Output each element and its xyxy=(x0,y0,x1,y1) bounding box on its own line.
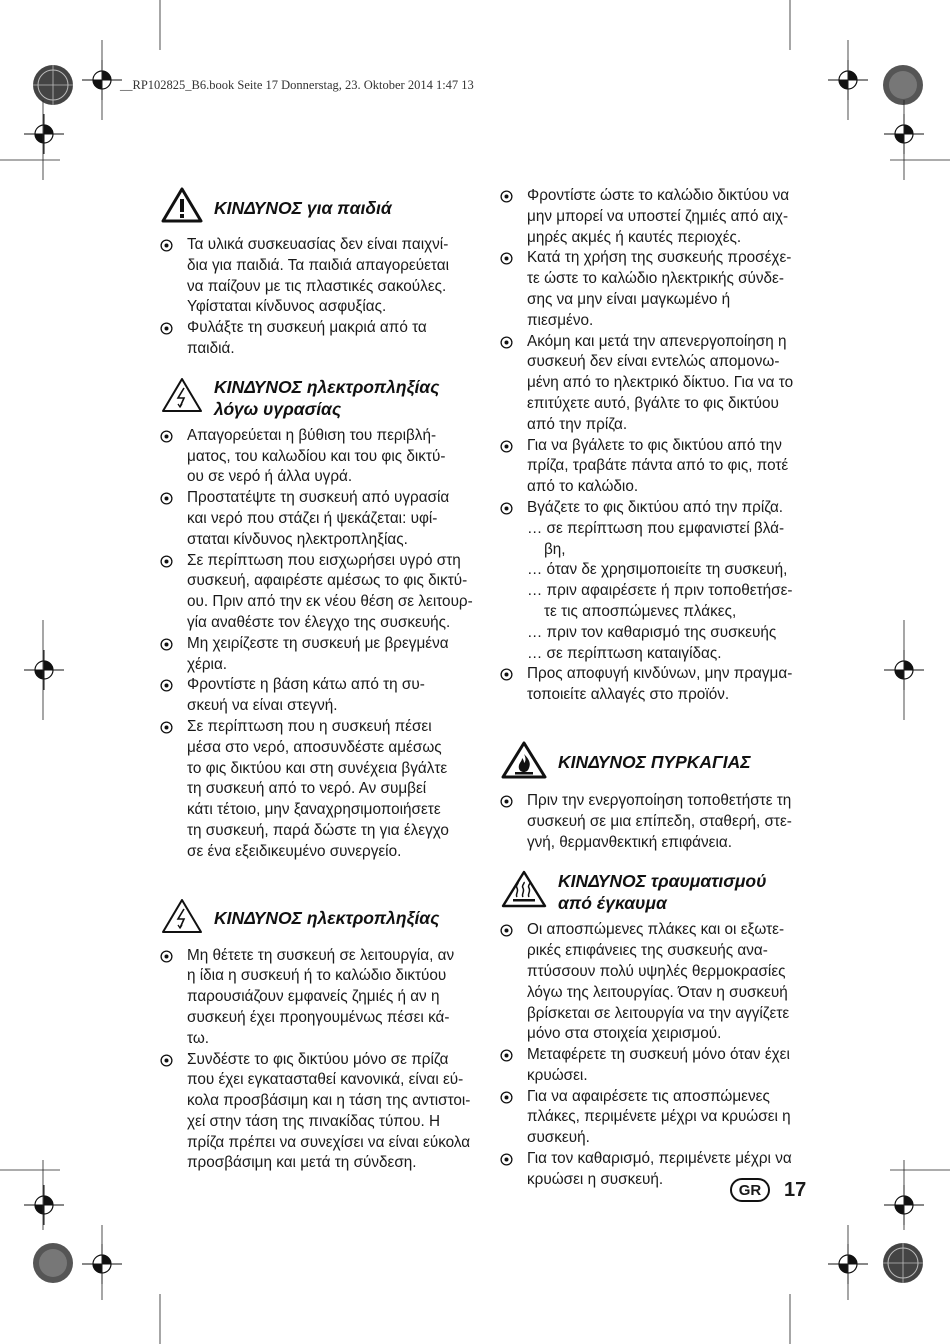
text-line: Τα υλικά συσκευασίας δεν είναι παιχνί- xyxy=(187,236,449,253)
list-item xyxy=(500,920,830,1045)
moisture-shock-heading xyxy=(160,376,482,420)
text-line: Συνδέστε το φις δικτύου μόνο σε πρίζα xyxy=(187,1050,449,1068)
text-line: να παίζουν με τις πλαστικές σακούλες. xyxy=(187,277,447,295)
electric-shock-list xyxy=(160,946,482,1175)
text-line: Προς αποφυγή κινδύνων, μην πραγμα- xyxy=(527,665,793,683)
section-title-line-2: λόγω υγρασίας xyxy=(214,398,342,419)
text-line: συσκευή δεν είναι εντελώς απομονω- xyxy=(527,353,780,371)
text-line: Σε περίπτωση που η συσκευή πέσει xyxy=(187,717,432,735)
text-line: παρουσιάζουν εμφανείς ζημιές ή αν η xyxy=(187,988,440,1006)
bullet-icon xyxy=(500,252,513,265)
text-line: από την πρίζα. xyxy=(527,415,628,433)
cord-safety-list xyxy=(500,186,830,519)
text-line: Φυλάξτε τη συσκευή μακριά από τα xyxy=(187,319,427,337)
bullet-icon xyxy=(500,924,513,937)
text-line: Ακόμη και μετά την απενεργοποίηση η xyxy=(527,332,787,350)
text-line: ματος, του καλωδίου και του φις δικτύ- xyxy=(187,447,446,465)
text-line: … πριν τον καθαρισμό της συσκευής xyxy=(527,623,777,641)
text-line: … πριν αφαιρέσετε ή πριν τοποθετήσε- xyxy=(527,582,793,600)
bullet-icon xyxy=(500,190,513,203)
electric-shock-icon xyxy=(160,897,204,940)
text-line: τε ώστε το καλώδιο ηλεκτρικής σύνδε- xyxy=(527,270,784,288)
child-danger-list xyxy=(160,235,482,360)
text-line: μηρές ακμές ή καυτές περιοχές. xyxy=(527,228,742,246)
text-line: πλάκες, περιμένετε μέχρι να κρυώσει η xyxy=(527,1108,791,1126)
text-line: τοποιείτε αλλαγές στο προϊόν. xyxy=(527,686,730,704)
list-item xyxy=(500,1045,830,1087)
left-column xyxy=(160,186,482,1174)
text-line: λόγω της λειτουργίας. Όταν η συσκευή xyxy=(527,983,788,1001)
text-line: πρίζα πρέπει να συνεχίσει να είναι εύκολα xyxy=(187,1133,471,1151)
fire-danger-list xyxy=(500,791,830,853)
text-line: μένη από το ηλεκτρικό δίκτυο. Για να το xyxy=(527,374,794,392)
text-line: από το καλώδιο. xyxy=(527,478,639,496)
sub-list-item xyxy=(500,623,830,644)
list-item xyxy=(500,332,830,436)
section-title-line-1: ΚΙΝΔΥΝΟΣ τραυματισμού xyxy=(558,870,767,891)
text-line: συσκευή. xyxy=(527,1129,590,1147)
text-line: συσκευή, αφαιρέστε αμέσως το φις δικτύ- xyxy=(187,572,468,590)
list-item xyxy=(500,498,830,519)
section-title-line-1: ΚΙΝΔΥΝΟΣ ηλεκτροπληξίας xyxy=(214,376,440,397)
list-item xyxy=(160,634,482,676)
text-line: βη, xyxy=(544,540,566,558)
bullet-icon xyxy=(160,638,173,651)
sub-list-item xyxy=(500,644,830,665)
text-line: Σε περίπτωση που εισχωρήσει υγρό στη xyxy=(187,551,461,569)
text-line: κολα προσβάσιμη και η τάση της αντιστοι- xyxy=(187,1092,471,1110)
fire-warning-icon xyxy=(500,740,548,785)
section-title: ΚΙΝΔΥΝΟΣ για παιδιά xyxy=(214,197,392,218)
bullet-icon xyxy=(500,440,513,453)
text-line: γνή, θερμανθεκτική επιφάνεια. xyxy=(527,833,732,851)
text-line: μόνο στα στοιχεία χειρισμού. xyxy=(527,1025,722,1043)
text-line: επιτύχετε αυτό, βγάλτε το φις δικτύου xyxy=(527,394,779,412)
text-line: Κατά τη χρήση της συσκευής προσέχε- xyxy=(527,249,792,267)
text-line: … σε περίπτωση καταιγίδας. xyxy=(527,644,722,662)
text-line: Για να βγάλετε το φις δικτύου από την xyxy=(527,436,782,454)
text-line: τε τις αποσπώμενες πλάκες, xyxy=(544,602,737,620)
burn-danger-heading xyxy=(500,869,830,914)
bullet-icon xyxy=(160,950,173,963)
burn-danger-list xyxy=(500,920,830,1190)
bullet-icon xyxy=(500,336,513,349)
electric-shock-icon xyxy=(160,376,204,419)
text-line: παιδιά. xyxy=(187,339,235,357)
text-line: Βγάζετε το φις δικτύου από την πρίζα. xyxy=(527,498,784,516)
text-line: πιεσμένο. xyxy=(527,311,594,329)
bullet-icon xyxy=(500,668,513,681)
no-modifications-item xyxy=(500,664,830,706)
bullet-icon xyxy=(160,555,173,568)
list-item xyxy=(160,318,482,360)
text-line: το φις δικτύου και στη συνέχεια βγάλτε xyxy=(187,759,448,777)
page-footer xyxy=(730,1178,806,1202)
print-file-info: __RP102825_B6.book Seite 17 Donnerstag, 23. Oktober 2014 1:47 13 xyxy=(120,78,474,92)
text-line: Για να αφαιρέσετε τις αποσπώμενες xyxy=(527,1087,770,1105)
right-column xyxy=(500,186,830,1191)
text-line: που έχει εγκατασταθεί κανονικά, είναι εύ- xyxy=(187,1071,464,1089)
list-item xyxy=(160,1050,482,1175)
text-line: πτύσσουν πολύ υψηλές θερμοκρασίες xyxy=(527,962,786,980)
text-line: Μη χειρίζεστε τη συσκευή με βρεγμένα xyxy=(187,634,449,652)
sub-list-item xyxy=(500,560,830,581)
child-danger-heading xyxy=(160,186,482,229)
text-line: συσκευή σε μια επίπεδη, σταθερή, στε- xyxy=(527,812,792,830)
text-line: Φροντίστε η βάση κάτω από τη συ- xyxy=(187,676,425,694)
text-line: Για τον καθαρισμό, περιμένετε μέχρι να xyxy=(527,1150,792,1168)
fire-danger-heading xyxy=(500,740,830,785)
text-line: Πριν την ενεργοποίηση τοποθετήστε τη xyxy=(527,791,792,809)
text-line: τη συσκευή από το νερό. Αν συμβεί xyxy=(187,780,427,798)
bullet-icon xyxy=(500,502,513,515)
list-item xyxy=(500,436,830,498)
text-line: και νερό που στάζει ή ψεκάζεται: υφί- xyxy=(187,509,438,527)
text-line: … όταν δε χρησιμοποιείτε τη συσκευή, xyxy=(527,561,788,579)
list-item xyxy=(160,426,482,488)
text-line: ου. Πριν από την εκ νέου θέση σε λειτουρ- xyxy=(187,593,473,611)
list-item xyxy=(160,551,482,634)
text-line: Μεταφέρετε τη συσκευή μόνο όταν έχει xyxy=(527,1046,790,1064)
text-line: βρίσκεται σε λειτουργία να την αγγίζετε xyxy=(527,1004,790,1022)
page-number: 17 xyxy=(784,1178,807,1201)
bullet-icon xyxy=(160,430,173,443)
text-line: κρυώσει η συσκευή. xyxy=(527,1170,664,1188)
text-line: δια για παιδιά. Τα παιδιά απαγορεύεται xyxy=(187,256,450,274)
text-line: ου σε νερό ή άλλα υγρά. xyxy=(187,468,353,486)
list-item xyxy=(160,717,482,863)
text-line: Υφίσταται κίνδυνος ασφυξίας. xyxy=(187,298,387,316)
text-line: χεί στην τάση της πινακίδας τύπου. Η xyxy=(187,1112,441,1130)
list-item xyxy=(160,488,482,550)
list-item xyxy=(500,791,830,853)
bullet-icon xyxy=(160,322,173,335)
bullet-icon xyxy=(500,795,513,808)
text-line: μην μπορεί να υποστεί ζημιές από αιχ- xyxy=(527,207,789,225)
bullet-icon xyxy=(160,1054,173,1067)
list-item xyxy=(500,664,830,706)
text-line: κάτι τέτοιο, μην ξαναχρησιμοποιήσετε xyxy=(187,801,441,819)
list-item xyxy=(500,248,830,331)
unplug-conditions-list xyxy=(500,519,830,665)
list-item xyxy=(500,1087,830,1149)
list-item xyxy=(500,186,830,248)
text-line: πρίζα, τραβάτε πάντα από το φις, ποτέ xyxy=(527,457,789,475)
text-line: σε ένα εξειδικευμένο συνεργείο. xyxy=(187,842,402,860)
text-line: σταται κίνδυνος ηλεκτροπληξίας. xyxy=(187,530,408,548)
bullet-icon xyxy=(500,1049,513,1062)
text-line: κρυώσει. xyxy=(527,1066,588,1084)
list-item xyxy=(160,946,482,1050)
text-line: προσβάσιμη και μετά τη σύνδεση. xyxy=(187,1154,417,1172)
bullet-icon xyxy=(500,1091,513,1104)
bullet-icon xyxy=(160,721,173,734)
text-line: γία αναθέστε τον έλεγχο της συσκευής. xyxy=(187,613,451,631)
sub-list-item xyxy=(500,581,830,623)
text-line: … σε περίπτωση που εμφανιστεί βλά- xyxy=(527,519,785,537)
text-line: τω. xyxy=(187,1029,210,1047)
list-item xyxy=(160,235,482,318)
electric-shock-heading xyxy=(160,897,482,940)
text-line: συσκευή έχει προηγουμένως πέσει κά- xyxy=(187,1008,450,1026)
section-title: ΚΙΝΔΥΝΟΣ ηλεκτροπληξίας xyxy=(214,908,440,929)
text-line: ρικές επιφάνειες της συσκευής ανα- xyxy=(527,942,768,960)
section-title-line-2: από έγκαυμα xyxy=(558,892,667,913)
text-line: Οι αποσπώμενες πλάκες και οι εξωτε- xyxy=(527,921,785,939)
bullet-icon xyxy=(160,492,173,505)
text-line: τη συσκευή, παρά δώστε τη για έλεγχο xyxy=(187,821,449,839)
bullet-icon xyxy=(500,1153,513,1166)
language-badge: GR xyxy=(730,1178,770,1202)
bullet-icon xyxy=(160,679,173,692)
hot-surface-icon xyxy=(500,869,548,914)
text-line: σκευή να είναι στεγνή. xyxy=(187,697,338,715)
moisture-shock-list xyxy=(160,426,482,863)
bullet-icon xyxy=(160,239,173,252)
warning-triangle-icon xyxy=(160,186,204,229)
section-title: ΚΙΝΔΥΝΟΣ ΠΥΡΚΑΓΙΑΣ xyxy=(558,752,751,773)
text-line: Μη θέτετε τη συσκευή σε λειτουργία, αν xyxy=(187,946,455,964)
text-line: η ίδια η συσκευή ή το καλώδιο δικτύου xyxy=(187,967,447,985)
text-line: Προστατέψτε τη συσκευή από υγρασία xyxy=(187,489,450,507)
text-line: μέσα στο νερό, αποσυνδέστε αμέσως xyxy=(187,738,442,756)
list-item xyxy=(160,675,482,717)
text-line: Απαγορεύεται η βύθιση του περιβλή- xyxy=(187,426,437,444)
text-line: σης να μην είναι μαγκωμένο ή xyxy=(527,290,731,308)
text-line: χέρια. xyxy=(187,655,228,673)
sub-list-item xyxy=(500,519,830,561)
text-line: Φροντίστε ώστε το καλώδιο δικτύου να xyxy=(527,187,790,204)
